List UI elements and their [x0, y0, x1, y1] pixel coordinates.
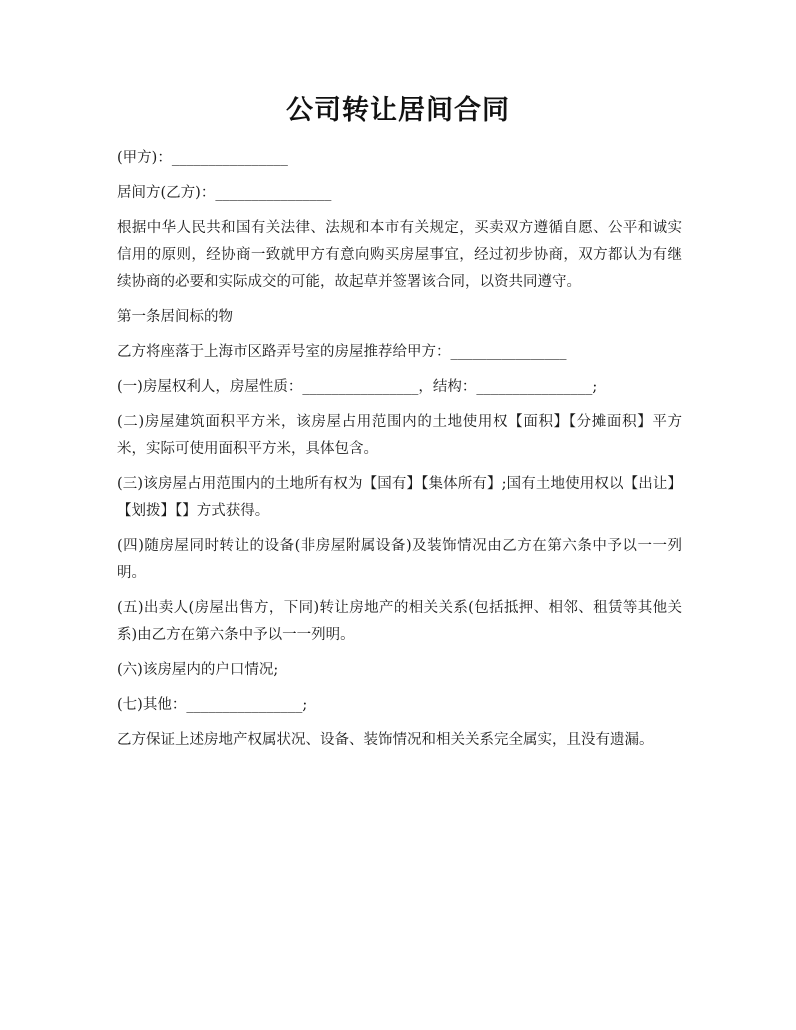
preamble-paragraph: 根据中华人民共和国有关法律、法规和本市有关规定，买卖双方遵循自愿、公平和诚实信用的原则，经协商一致就甲方有意向购买房屋事宜，经过初步协商，双方都认为有继续协商的必要和实际成交的可能，故起草并签署该合同，以资共同遵守。: [117, 220, 682, 290]
article-1-heading: 第一条居间标的物: [117, 309, 233, 325]
clause-1: (一)房屋权利人，房屋性质：________________，结构：________________;: [117, 379, 598, 395]
clause-7: (七)其他：________________;: [117, 697, 308, 713]
party-b-line: 居间方(乙方)：________________: [117, 185, 332, 201]
document-title: 公司转让居间合同: [286, 95, 510, 126]
clause-4: (四)随房屋同时转让的设备(非房屋附属设备)及装饰情况由乙方在第六条中予以一一列明。: [117, 538, 682, 581]
guarantee-paragraph: 乙方保证上述房地产权属状况、设备、装饰情况和相关关系完全属实，且没有遗漏。: [117, 732, 654, 748]
party-a-line: (甲方)：________________: [117, 150, 288, 166]
document-body: [117, 145, 682, 762]
clause-6: (六)该房屋内的户口情况;: [117, 662, 279, 678]
clause-2: (二)房屋建筑面积平方米，该房屋占用范围内的土地使用权【面积】【分摊面积】平方米，实际可使用面积平方米，具体包含。: [117, 414, 682, 457]
clause-3: (三)该房屋占用范围内的土地所有权为【国有】【集体所有】;国有土地使用权以【出让】【划拨】【】方式获得。: [117, 476, 682, 519]
clause-5: (五)出卖人(房屋出售方，下同)转让房地产的相关关系(包括抵押、相邻、租赁等其他关系)由乙方在第六条中予以一一列明。: [117, 600, 682, 643]
property-location-line: 乙方将座落于上海市区路弄号室的房屋推荐给甲方：________________: [117, 344, 567, 360]
